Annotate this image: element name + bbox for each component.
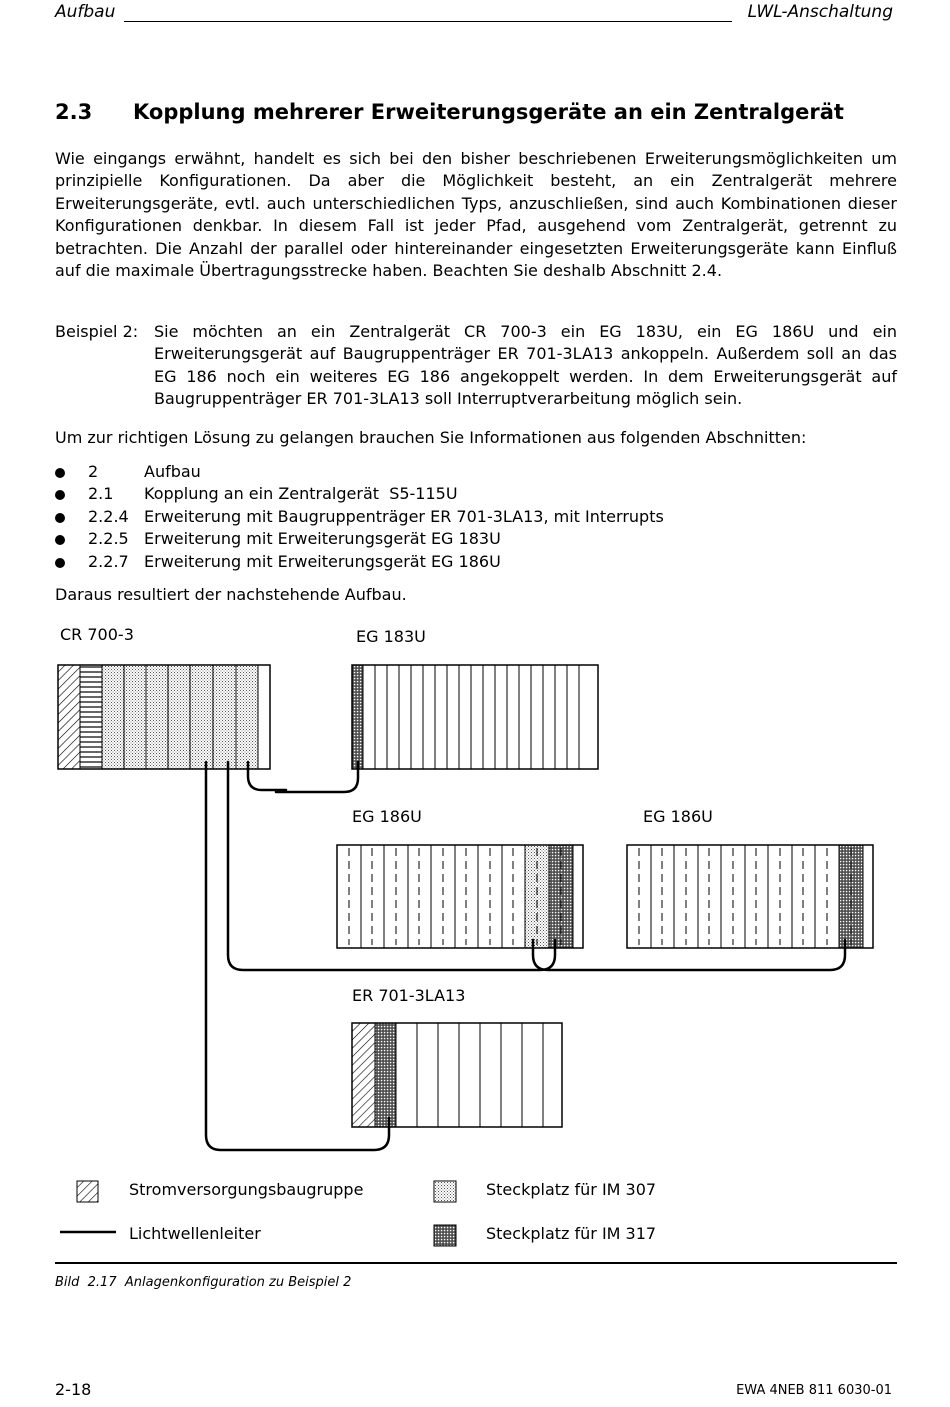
fiber-optic-cables — [206, 762, 845, 1150]
document-id: EWA 4NEB 811 6030-01 — [736, 1383, 892, 1398]
eg-186u-second-label: EG 186U — [643, 807, 713, 826]
figure-caption: Bild 2.17 Anlagenkonfiguration zu Beispiel 2 — [55, 1275, 352, 1290]
legend-im317-icon — [434, 1225, 456, 1246]
legend-im317-label: Steckplatz für IM 317 — [486, 1224, 657, 1243]
eg-183u-label: EG 183U — [356, 627, 426, 646]
legend-im307-icon — [434, 1181, 456, 1202]
running-header-left: Aufbau — [55, 2, 116, 22]
er-701-3la13-rack — [352, 1023, 562, 1127]
legend-power-label: Stromversorgungsbaugruppe — [129, 1180, 364, 1199]
intro-paragraph: Wie eingangs erwähnt, handelt es sich bei den bisher beschriebenen Erweiterungsmöglichkeiten um prinzipielle Konfigurationen. Da aber die Möglichkeit besteht, an ein Zentralgerät mehrere Erweiterungsgeräte, evtl. auch unterschiedlichen Typs, anzuschließen, sind auch Kombinationen dieser Konfigurationen denkbar. In diesem Fall ist jeder Pfad, ausgehend vom Zentralgerät, getrennt zu betrachten. Die Anzahl der parallel oder hintereinander eingesetzten Erweiterungsgeräte kann Einfluß auf die maximale Übertragungsstrecke haben. Beachten Sie deshalb Abschnitt 2.4. — [55, 149, 897, 281]
eg-186u-rack-2 — [627, 845, 873, 948]
section-number: 2.3 — [55, 100, 93, 124]
example-text: Sie möchten an ein Zentralgerät CR 700-3 ein EG 183U, ein EG 186U und ein Erweiterungsgerät auf Baugruppenträger ER 701-3LA13 ankoppeln. Außerdem soll an das EG 186 noch ein weiteres EG 186 angekoppelt werden. In dem Erweiterungsgerät auf Baugruppenträger ER 701-3LA13 soll Interruptverarbeitung möglich sein. — [154, 322, 897, 409]
list-item-text: Erweiterung mit Baugruppenträger ER 701-3LA13, mit Interrupts — [144, 506, 664, 526]
list-item-number: 2.2.4 — [88, 506, 129, 526]
legend-fiber-label: Lichtwellenleiter — [129, 1224, 261, 1243]
eg-183u-rack — [352, 665, 598, 769]
cable-eg186u-chain — [533, 940, 845, 970]
list-item-number: 2.2.5 — [88, 529, 129, 549]
page-number: 2-18 — [55, 1380, 92, 1399]
list-item-text: Kopplung an ein Zentralgerät S5-115U — [144, 484, 458, 504]
list-item-text: Aufbau — [144, 462, 201, 481]
legend-im307-label: Steckplatz für IM 307 — [486, 1180, 657, 1199]
cr-700-3-label: CR 700-3 — [60, 625, 134, 644]
legend-power-icon — [77, 1181, 98, 1202]
eg-186u-rack-1 — [337, 845, 583, 948]
result-text: Daraus resultiert der nachstehende Aufbau. — [55, 585, 407, 604]
list-item-number: 2 — [88, 462, 99, 481]
list-item-number: 2.2.7 — [88, 551, 129, 571]
eg-186u-label: EG 186U — [352, 807, 422, 826]
running-header-right: LWL-Anschaltung — [747, 2, 893, 22]
info-intro: Um zur richtigen Lösung zu gelangen brauchen Sie Informationen aus folgenden Abschnitten: — [55, 428, 807, 447]
cable-to-eg183u — [276, 762, 358, 792]
er-701-3la13-label: ER 701-3LA13 — [352, 986, 466, 1005]
figure-rule — [55, 1262, 897, 1264]
list-item-text: Erweiterung mit Erweiterungsgerät EG 183U — [144, 529, 501, 549]
section-title: Kopplung mehrerer Erweiterungsgeräte an ein Zentralgerät — [133, 100, 844, 124]
list-item-number: 2.1 — [88, 484, 114, 504]
cr-700-3-rack — [58, 665, 270, 769]
list-item-text: Erweiterung mit Erweiterungsgerät EG 186U — [144, 551, 501, 571]
example-label: Beispiel 2: — [55, 322, 139, 341]
